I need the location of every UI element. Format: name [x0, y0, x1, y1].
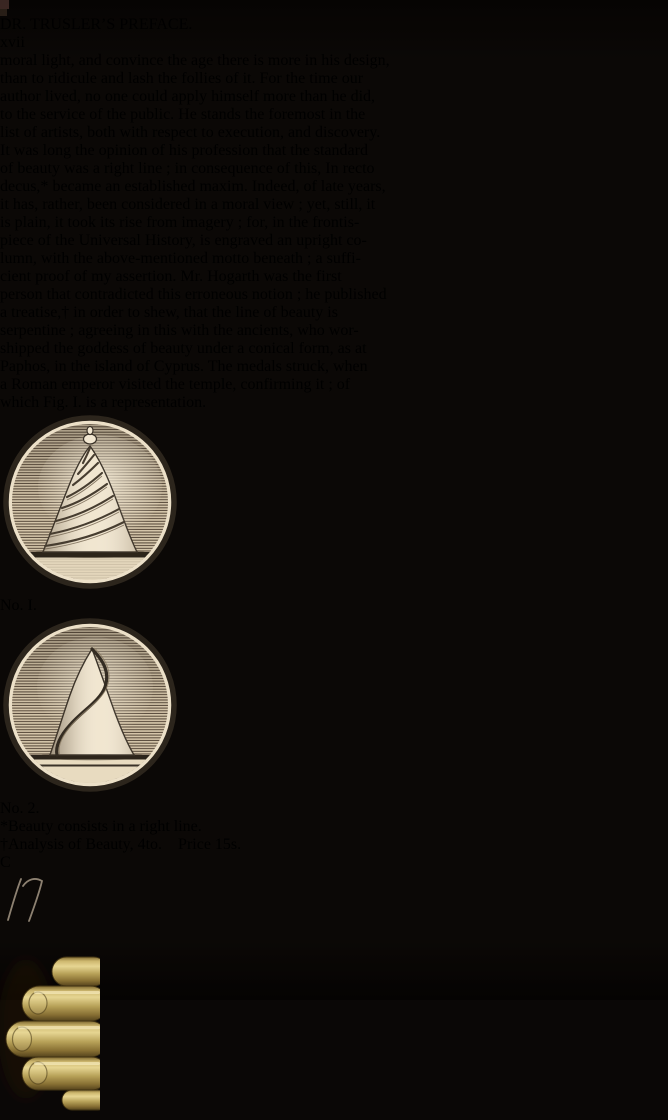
asterisk-footnote-marker: * [0, 818, 8, 835]
medal-2-caption: No. 2. [0, 800, 40, 817]
page-stain [0, 0, 9, 9]
brass-hand [0, 933, 668, 1120]
text-line: serpentine ; agreeing in this with the ancients, who wor- [0, 322, 359, 339]
text-line: author lived, no one could apply himself more than he did, [0, 88, 376, 105]
text-line: it has, rather, been considered in a moral view ; yet, still, it [0, 196, 376, 213]
text-line: lumn, with the above-mentioned motto beneath ; a suffi- [0, 250, 361, 267]
signature-mark: C [0, 854, 11, 871]
medal-figure-2 [0, 615, 668, 818]
footnote-section [0, 818, 668, 854]
page-number: xvii [0, 34, 25, 51]
text-line: It was long the opinion of his profession that the standard [0, 142, 368, 159]
text-line: cient proof of my assertion. Mr. Hogarth was the first [0, 268, 342, 285]
text-line: is plain, it took its rise from imagery ; for, in the frontis- [0, 214, 360, 231]
text-line: person that contradicted this erroneous notion ; he published [0, 286, 387, 303]
footnote-1-text: Beauty consists in a right line. [8, 818, 202, 835]
facing-page-edge [0, 26, 100, 958]
footnote-1 [0, 818, 668, 836]
handwritten-page-number [0, 872, 668, 933]
brass-hand-fingers-icon [0, 933, 100, 1115]
body-text [0, 52, 668, 412]
medal-1-caption: No. I. [0, 597, 37, 614]
text-line: decus,* became an established maxim. Indeed, of late years, [0, 178, 386, 195]
text-line: which Fig. I. is a representation. [0, 394, 207, 411]
text-line: list of artists, both with respect to execution, and discovery. [0, 124, 381, 141]
footnote-2 [0, 836, 668, 854]
text-line: piece of the Universal History, is engraved an upright co- [0, 232, 367, 249]
page-header-title: DR. TRUSLER’S PREFACE. [0, 16, 193, 33]
text-line: a treatise,† in order to shew, that the line of beauty is [0, 304, 338, 321]
text-line: a Roman emperor visited the temple, confirming it ; of [0, 376, 351, 393]
text-line: than to ridicule and lash the follies of it. For the time our [0, 70, 364, 87]
running-header [0, 16, 668, 52]
text-line: moral light, and convince the age there is more in his design, [0, 52, 390, 69]
page-stain [0, 9, 7, 16]
text-line: to the service of the public. He stands the foremost in the [0, 106, 366, 123]
text-line: Paphos, in the island of Cyprus. The medals struck, when [0, 358, 368, 375]
medal-figure-1 [0, 412, 668, 615]
text-line: of beauty was a right line ; in consequence of this, In recto [0, 160, 375, 177]
medal-figures [0, 412, 668, 818]
dagger-footnote-marker: † [0, 836, 8, 853]
text-line: shipped the goddess of beauty under a conical form, as at [0, 340, 367, 357]
footnote-2-text: Analysis of Beauty, 4to. Price 15s. [8, 836, 242, 853]
